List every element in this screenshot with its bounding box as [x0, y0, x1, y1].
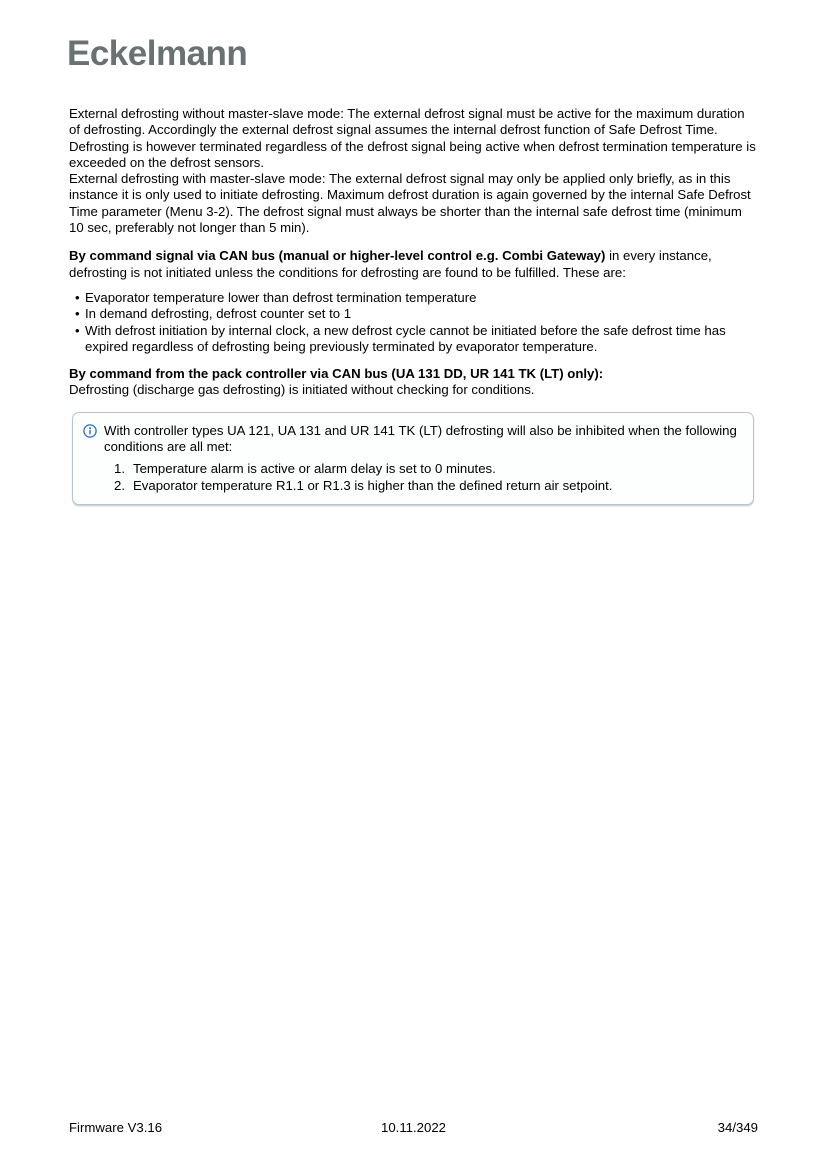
list-item	[69, 306, 758, 322]
section-body-text: Defrosting (discharge gas defrosting) is initiated without checking for conditions.	[69, 382, 535, 398]
page-footer	[69, 1120, 758, 1136]
bullet-icon: •	[75, 322, 80, 338]
item-text: Evaporator temperature R1.1 or R1.3 is higher than the defined return air setpoint.	[133, 477, 613, 493]
section-pack-controller-command	[69, 366, 758, 399]
defrost-conditions-list	[69, 290, 758, 355]
paragraph-external-defrost-with-master-slave: External defrosting with master-slave mode: The external defrost signal may only be applied only briefly, as in this instance it is only used to initiate defrosting. Maximum defrost duration is again governed by the internal Safe Defrost Time parameter (Menu 3-2). The defrost signal must always be shorter than the internal safe defrost time (minimum 10 sec, preferably not longer than 5 min).	[69, 171, 751, 236]
numbered-item	[114, 461, 739, 477]
note-intro-text: With controller types UA 121, UA 131 and UR 141 TK (LT) defrosting will also be inhibited when the following conditions are all met:	[104, 422, 737, 455]
section-heading-bold: By command signal via CAN bus (manual or higher-level control e.g. Combi Gateway)	[69, 248, 606, 264]
info-icon	[83, 424, 97, 442]
item-text: Temperature alarm is active or alarm delay is set to 0 minutes.	[133, 461, 496, 477]
note-conditions-list	[114, 461, 739, 494]
list-item-text: In demand defrosting, defrost counter set to 1	[85, 306, 352, 322]
footer-page-number: 34/349	[717, 1120, 759, 1135]
section-heading-rest: in every instance, defrosting is not initiated unless the conditions for defrosting are found to be fulfilled. These are:	[69, 248, 712, 280]
list-item	[69, 290, 758, 306]
footer-firmware-version: Firmware V3.16	[69, 1120, 163, 1135]
eckelmann-logo: Eckelmann	[67, 34, 248, 73]
list-item-text: With defrost initiation by internal clock, a new defrost cycle cannot be initiated before the safe defrost time has expired regardless of defrosting being previously terminated by evaporator temperature.	[85, 322, 726, 354]
bullet-icon: •	[75, 289, 80, 305]
item-number: 2.	[114, 477, 125, 493]
section-heading-bold: By command from the pack controller via CAN bus (UA 131 DD, UR 141 TK (LT) only):	[69, 366, 604, 382]
numbered-item	[114, 478, 739, 494]
list-item	[69, 323, 758, 356]
note-content	[104, 423, 739, 494]
document-body	[69, 106, 758, 505]
bullet-icon: •	[75, 306, 80, 322]
paragraph-external-defrost-without-master-slave: External defrosting without master-slave mode: The external defrost signal must be active for the maximum duration of defrosting. Accordingly the external defrost signal assumes the internal defrost function of Safe Defrost Time. Defrosting is however terminated regardless of the defrost signal being active when defrost termination temperature is exceeded on the defrost sensors.	[69, 106, 756, 170]
list-item-text: Evaporator temperature lower than defrost termination temperature	[85, 289, 477, 305]
item-number: 1.	[114, 461, 125, 477]
footer-date: 10.11.2022	[380, 1120, 447, 1135]
info-note-box	[72, 412, 754, 505]
section-can-bus-command	[69, 248, 758, 281]
